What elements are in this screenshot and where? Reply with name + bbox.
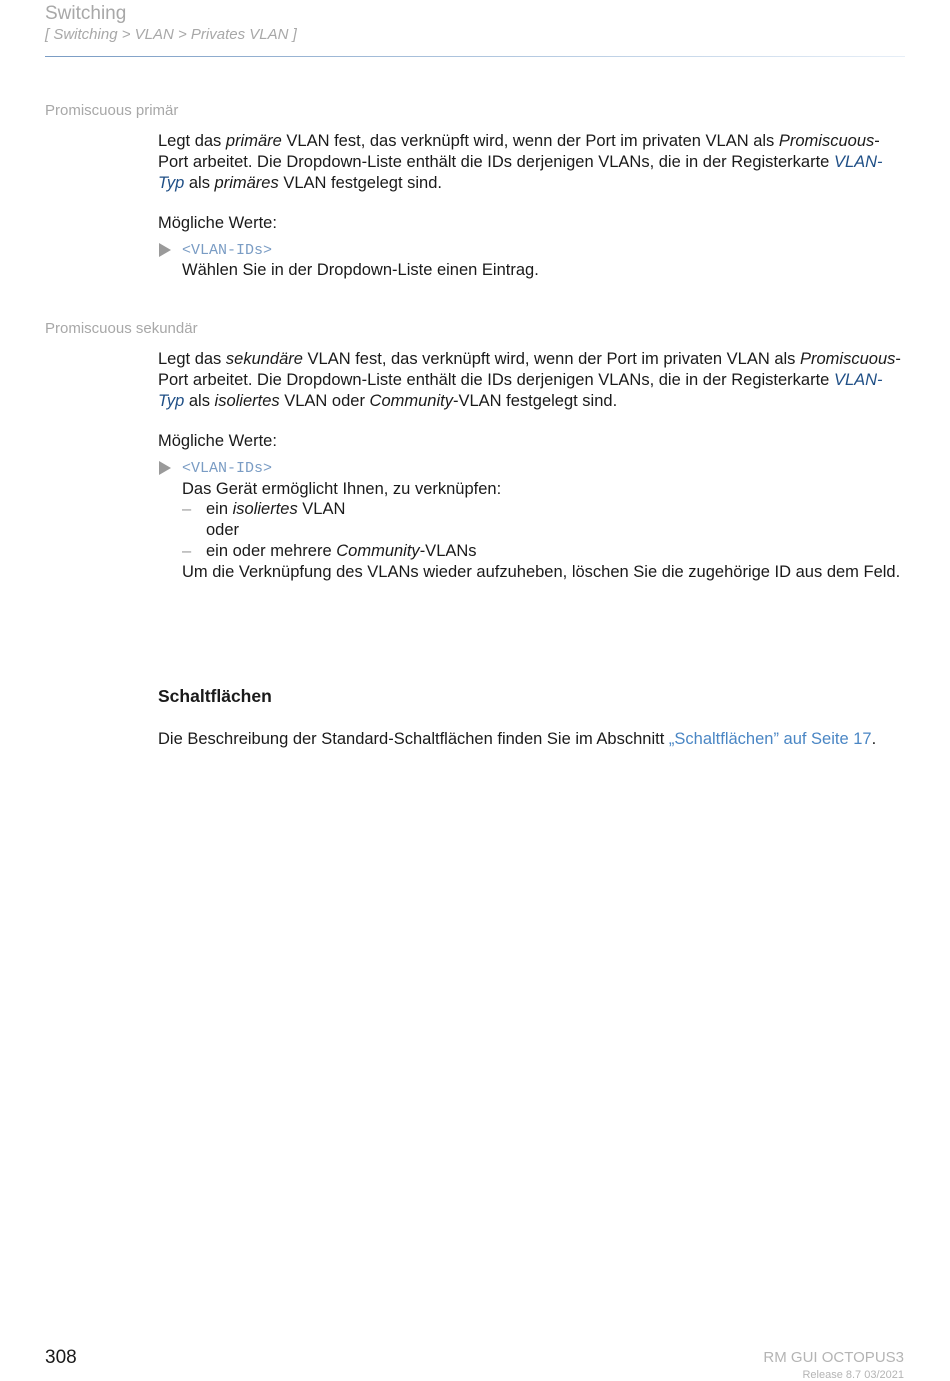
value-intro: Das Gerät ermöglicht Ihnen, zu verknüpfen: xyxy=(182,480,502,498)
section-heading-buttons: Schaltflächen xyxy=(158,686,272,706)
header-divider xyxy=(45,56,905,57)
section-label-secondary: Promiscuous sekundär xyxy=(45,320,198,337)
value-description: Wählen Sie in der Dropdown-Liste einen Eintrag. xyxy=(182,261,539,279)
section-label-primary: Promiscuous primär xyxy=(45,102,179,119)
value-outro: Um die Verknüpfung des VLANs wieder aufzuheben, löschen Sie die zugehörige ID aus dem Feld. xyxy=(182,563,901,581)
footer-release: Release 8.7 03/2021 xyxy=(802,1369,904,1381)
list-item: ein isoliertes VLAN xyxy=(206,500,346,518)
value-code: <VLAN-IDs> xyxy=(182,460,273,477)
page-number: 308 xyxy=(45,1347,77,1368)
page-header-title: Switching xyxy=(45,3,127,24)
list-connector: oder xyxy=(206,521,240,539)
bullet-triangle-icon xyxy=(159,461,171,475)
bullet-triangle-icon xyxy=(159,243,171,257)
dash-bullet: – xyxy=(182,542,192,560)
buttons-description: Die Beschreibung der Standard-Schaltflächen finden Sie im Abschnitt „Schaltflächen” auf Seite 17. xyxy=(158,730,877,748)
vlan-typ-link[interactable]: VLAN-Typ xyxy=(158,371,883,410)
values-heading: Mögliche Werte: xyxy=(158,432,277,450)
footer-doc-title: RM GUI OCTOPUS3 xyxy=(763,1349,904,1366)
schaltflaechen-link[interactable]: „Schaltflächen” auf Seite 17 xyxy=(668,730,872,748)
breadcrumb: [ Switching > VLAN > Privates VLAN ] xyxy=(45,26,297,43)
list-item: ein oder mehrere Community-VLANs xyxy=(206,542,477,560)
values-heading: Mögliche Werte: xyxy=(158,214,277,232)
value-code: <VLAN-IDs> xyxy=(182,242,273,259)
primary-description: Legt das primäre VLAN fest, das verknüpft wird, wenn der Port im privaten VLAN als Promiscuous-Port arbeitet. Die Dropdown-Liste enthält die IDs derjenigen VLANs, die in der Registerkarte VLAN-Typ als primäres VLAN festgelegt sind. xyxy=(158,132,883,192)
dash-bullet: – xyxy=(182,500,192,518)
vlan-typ-link[interactable]: VLAN-Typ xyxy=(158,153,883,192)
secondary-description: Legt das sekundäre VLAN fest, das verknüpft wird, wenn der Port im privaten VLAN als Promiscuous-Port arbeitet. Die Dropdown-Liste enthält die IDs derjenigen VLANs, die in der Registerkarte VLAN-Typ als isoliertes VLAN oder Community-VLAN festgelegt sind. xyxy=(158,350,901,410)
